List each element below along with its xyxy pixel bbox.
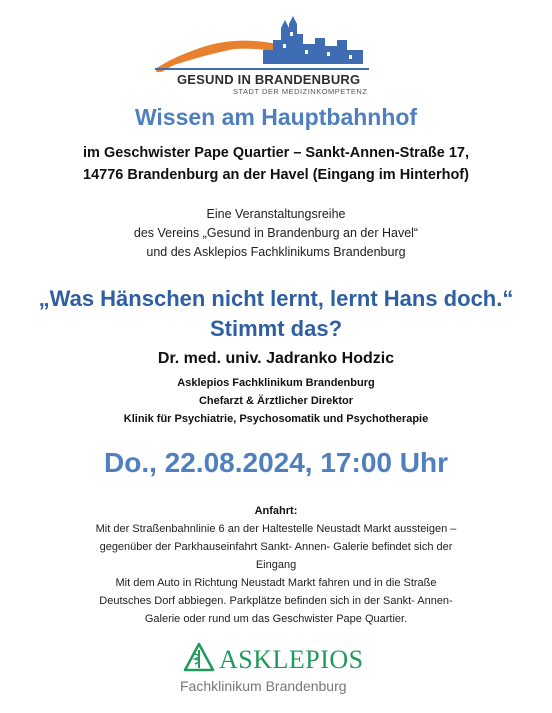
logo-title: GESUND IN BRANDENBURG <box>177 72 361 87</box>
asklepios-staff-icon <box>183 642 215 674</box>
directions-line-1: Mit der Straßenbahnlinie 6 an der Haltestelle Neustadt Markt aussteigen – <box>95 523 457 535</box>
event-title-line-2: Stimmt das? <box>209 316 343 341</box>
venue-title: Wissen am Hauptbahnhof <box>134 104 418 130</box>
address-line-2: 14776 Brandenburg an der Havel (Eingang im Hinterhof) <box>83 167 469 183</box>
asklepios-subtitle: Fachklinikum Brandenburg <box>180 678 347 694</box>
directions-heading: Anfahrt: <box>254 505 298 517</box>
directions-line-4: Mit dem Auto in Richtung Neustadt Markt fahren und in die Straße <box>115 577 437 589</box>
series-line-1: Eine Veranstaltungsreihe <box>206 207 346 221</box>
speaker-affiliation-3: Klinik für Psychiatrie, Psychosomatik und Psychotherapie <box>123 413 429 425</box>
logo-subtitle: STADT DER MEDIZINKOMPETENZ <box>233 87 368 96</box>
series-line-3: und des Asklepios Fachklinikums Brandenburg <box>146 245 406 259</box>
speaker-affiliation-1: Asklepios Fachklinikum Brandenburg <box>177 377 375 389</box>
speaker-affiliation-2: Chefarzt & Ärztlicher Direktor <box>198 395 354 407</box>
directions-line-6: Galerie oder rund um das Geschwister Pape Quartier. <box>144 613 408 625</box>
directions-line-2: gegenüber der Parkhauseinfahrt Sankt- Annen- Galerie befindet sich der <box>99 541 453 553</box>
asklepios-logo <box>180 642 373 702</box>
event-datetime: Do., 22.08.2024, 17:00 Uhr <box>104 447 448 478</box>
logo-graphic-icon <box>155 10 370 72</box>
asklepios-name: ASKLEPIOS <box>219 645 364 674</box>
gesund-in-brandenburg-logo <box>155 10 370 96</box>
directions-line-5: Deutsches Dorf abbiegen. Parkplätze befinden sich in der Sankt- Annen- <box>99 595 453 607</box>
event-title-line-1: „Was Hänschen nicht lernt, lernt Hans doch.“ <box>38 286 514 311</box>
address-line-1: im Geschwister Pape Quartier – Sankt-Annen-Straße 17, <box>83 145 469 161</box>
directions-line-3: Eingang <box>255 559 297 571</box>
series-line-2: des Vereins „Gesund in Brandenburg an der Havel“ <box>133 226 419 240</box>
speaker-name: Dr. med. univ. Jadranko Hodzic <box>157 350 395 367</box>
